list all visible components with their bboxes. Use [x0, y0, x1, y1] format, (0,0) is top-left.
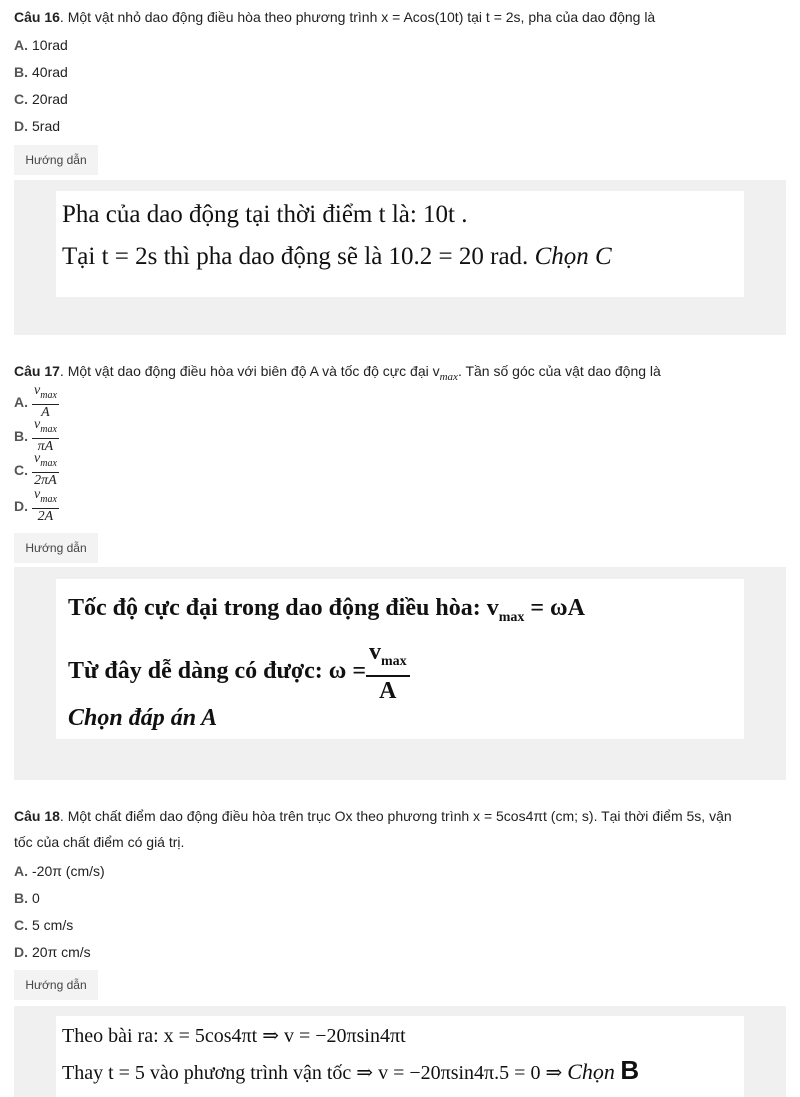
question-18-line2: tốc của chất điểm có giá trị.: [14, 834, 185, 850]
q17-solution-card: [56, 579, 744, 739]
question-18: Câu 18. Một chất điểm dao động điều hòa trên trục Ox theo phương trình x = 5cos4πt (cm; s). Tại thời điểm 5s, vận: [14, 808, 732, 824]
question-18-label: Câu 18: [14, 808, 60, 824]
q18-option-d[interactable]: D. 20π cm/s: [14, 944, 91, 960]
q17-option-b[interactable]: B. $\frac{v_{max}}{\pi A}$: [14, 417, 57, 454]
q17-answer: Chọn đáp án A: [68, 705, 218, 731]
q18-solution-line2: Thay t = 5 vào phương trình vận tốc ⇒ v = −20πsin4π.5 = 0 ⇒ Chọn B: [62, 1055, 640, 1085]
q17-guide-toggle[interactable]: Hướng dẫn: [14, 533, 98, 563]
q18-guide-toggle[interactable]: Hướng dẫn: [14, 970, 98, 1000]
question-17: Câu 17. Một vật dao động điều hòa với biên độ A và tốc độ cực đại $v_{max}$. Tần số góc của vật dao động là: [14, 363, 661, 383]
q17-solution-line1: Tốc độ cực đại trong dao động điều hòa: $v_{max} = \omega A$: [68, 595, 585, 625]
question-16-text: . Một vật nhỏ dao động điều hòa theo phương trình x = Acos(10t) tại t = 2s, pha của dao động là: [59, 9, 656, 25]
q18-solution-card: [56, 1016, 744, 1097]
q18-option-a[interactable]: A. -20π (cm/s): [14, 863, 105, 879]
q17-option-a-fraction: $\frac{v_{max}}{A}$: [34, 383, 57, 420]
q18-option-b[interactable]: B. 0: [14, 890, 40, 906]
q16-option-c[interactable]: C. 20rad: [14, 91, 68, 107]
q18-solution-line1: Theo bài ra: x = 5cos4πt ⇒ v = −20πsin4πt: [62, 1025, 406, 1047]
q16-option-d[interactable]: D. 5rad: [14, 118, 61, 134]
q17-option-d-fraction: $\frac{v_{max}}{2A}$: [34, 487, 57, 524]
q16-guide-toggle[interactable]: Hướng dẫn: [14, 145, 98, 175]
q17-option-b-fraction: $\frac{v_{max}}{\pi A}$: [34, 417, 57, 454]
q16-option-b[interactable]: B. 40rad: [14, 64, 68, 80]
q16-answer: Chọn C: [534, 243, 612, 270]
q17-option-c-fraction: $\frac{v_{max}}{2\pi A}$: [34, 451, 57, 488]
q16-solution-panel: [14, 180, 786, 335]
question-16: [14, 7, 655, 27]
q18-answer: B: [620, 1055, 640, 1085]
q17-solution-line2: Từ đây dễ dàng có được: ω = $v_{max}$ A: [68, 639, 410, 705]
q18-option-c[interactable]: C. 5 cm/s: [14, 917, 74, 933]
q16-solution-line1: Pha của dao động tại thời điểm t là: 10t .: [62, 201, 468, 228]
q16-solution-card: [56, 191, 744, 297]
q17-solution-fraction: $v_{max}$ A: [366, 639, 410, 705]
question-17-label: Câu 17: [14, 363, 60, 379]
q17-option-d[interactable]: D. $\frac{v_{max}}{2A}$: [14, 487, 57, 524]
q17-option-a[interactable]: A. $\frac{v_{max}}{A}$: [14, 383, 57, 420]
q17-option-c[interactable]: C. $\frac{v_{max}}{2\pi A}$: [14, 451, 57, 488]
q16-solution-line2: Tại t = 2s thì pha dao động sẽ là 10.2 = 20 rad. Chọn C: [62, 243, 612, 270]
q17-solution-panel: [14, 567, 786, 780]
q18-solution-panel: [14, 1006, 786, 1097]
question-16-label: Câu 16: [14, 9, 60, 25]
q16-option-a[interactable]: A. 10rad: [14, 37, 68, 53]
